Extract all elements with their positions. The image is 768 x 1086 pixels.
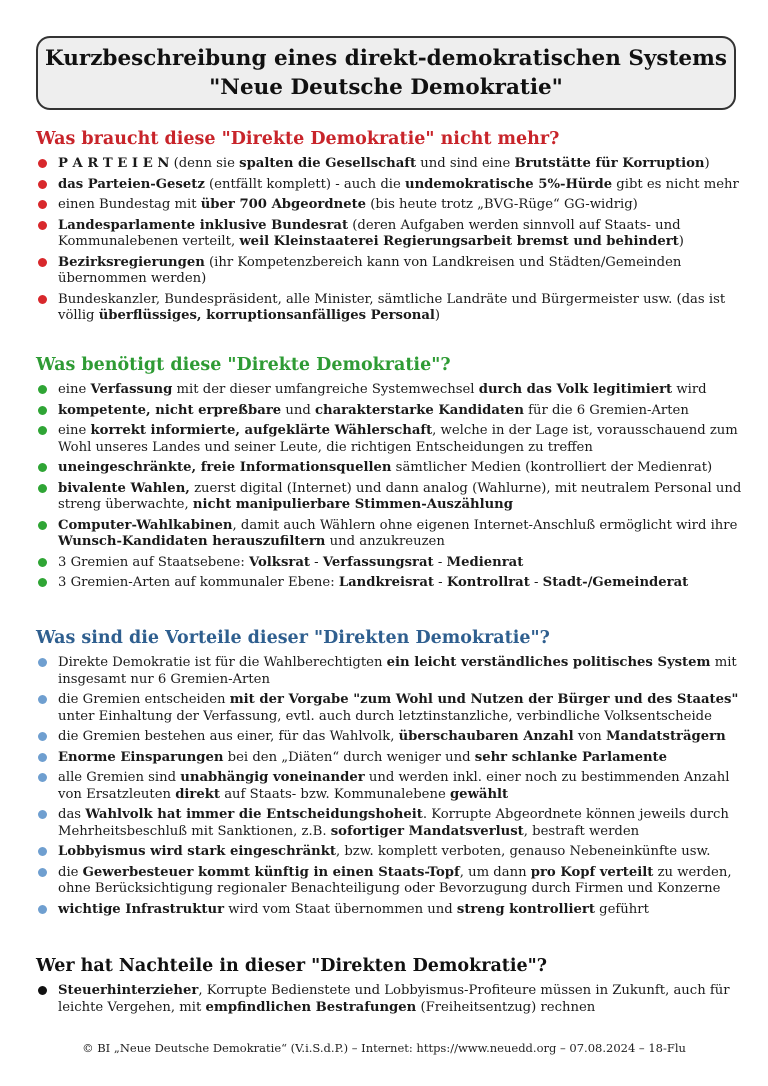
list-item xyxy=(36,807,742,840)
item-emphasis: Lobbyismus wird stark eingeschränkt xyxy=(58,844,336,859)
bullet-dot-icon xyxy=(38,773,47,782)
item-emphasis: Volksrat xyxy=(248,554,310,570)
item-text: (ihr Kompetenzbereich kann von Landkreisen und Städten/Gemeinden übernommen werden) xyxy=(58,254,682,286)
item-emphasis: pro Kopf verteilt xyxy=(530,864,654,880)
list-item xyxy=(36,983,742,1016)
item-emphasis: mit der Vorgabe "zum Wohl und Nutzen der Bürger und des Staates" xyxy=(229,692,739,707)
bullet-dot-icon xyxy=(38,406,47,415)
item-text: die xyxy=(58,864,83,880)
item-text: (Freiheitsentzug) rechnen xyxy=(416,999,596,1015)
item-emphasis: empfindlichen Bestrafungen xyxy=(205,999,417,1015)
item-emphasis: undemokratische 5%-Hürde xyxy=(405,176,613,192)
bullet-dot-icon xyxy=(38,258,47,267)
item-emphasis: bivalente Wahlen, xyxy=(58,480,190,496)
bullet-dot-icon xyxy=(38,578,47,587)
item-emphasis: gewählt xyxy=(449,786,509,802)
bullet-dot-icon xyxy=(38,484,47,493)
list-item xyxy=(36,255,742,288)
bullet-dot-icon xyxy=(38,200,47,209)
list-item xyxy=(36,177,742,194)
bullet-dot-icon xyxy=(38,753,47,762)
item-text: alle Gremien sind xyxy=(58,770,181,785)
item-emphasis: Wahlvolk hat immer die Entscheidungshoheit xyxy=(85,807,423,822)
item-emphasis: sofortiger Mandatsverlust xyxy=(330,823,524,839)
bullet-list xyxy=(36,156,742,325)
item-text: , bestraft werden xyxy=(523,823,640,839)
bullet-dot-icon xyxy=(38,180,47,189)
bullet-dot-icon xyxy=(38,868,47,877)
item-emphasis: Kontrollrat xyxy=(446,575,530,590)
item-text: das xyxy=(58,807,86,822)
bullet-dot-icon xyxy=(38,463,47,472)
item-emphasis: Verfassung xyxy=(90,382,173,397)
item-text: ) xyxy=(704,156,710,171)
section-advantages xyxy=(36,627,742,922)
bullet-dot-icon xyxy=(38,810,47,819)
list-item xyxy=(36,218,742,251)
list-item xyxy=(36,655,742,688)
item-emphasis: über 700 Abgeordnete xyxy=(200,197,367,212)
list-item xyxy=(36,292,742,325)
list-item xyxy=(36,750,742,767)
bullet-dot-icon xyxy=(38,385,47,394)
list-item xyxy=(36,770,742,803)
list-item xyxy=(36,156,742,173)
bullet-dot-icon xyxy=(38,159,47,168)
list-item xyxy=(36,555,742,572)
item-emphasis: spalten die Gesellschaft xyxy=(239,156,417,171)
item-text: , welche in der Lage ist, vorausschauend zum Wohl unseres Landes und seiner Leute, die richtigen Entscheidungen zu treffen xyxy=(58,423,738,455)
item-text: für die 6 Gremien-Arten xyxy=(523,402,689,418)
item-text: , bzw. komplett verboten, genauso Nebeneinkünfte usw. xyxy=(335,844,711,859)
section-heading: Wer hat Nachteile in dieser "Direkten Demokratie"? xyxy=(36,956,548,976)
item-text: einen Bundestag mit xyxy=(58,197,201,212)
section-disadvantages xyxy=(36,955,742,1020)
item-text: die Gremien bestehen aus einer, für das Wahlvolk, xyxy=(58,729,399,744)
item-emphasis: weil Kleinstaaterei Regierungsarbeit bremst und behindert xyxy=(239,234,679,249)
item-emphasis: unabhängig voneinander xyxy=(180,770,365,785)
bullet-dot-icon xyxy=(38,905,47,914)
item-text: ) xyxy=(678,234,684,249)
bullet-dot-icon xyxy=(38,986,47,995)
bullet-dot-icon xyxy=(38,521,47,530)
bullet-list xyxy=(36,382,742,592)
item-text: und werden inkl. einer noch zu bestimmenden Anzahl von Ersatzleuten xyxy=(58,770,730,802)
item-text: 3 Gremien-Arten auf kommunaler Ebene: xyxy=(58,575,339,590)
title-line-1: Kurzbeschreibung eines direkt-demokratischen Systems xyxy=(45,46,727,71)
item-emphasis: direkt xyxy=(175,786,220,802)
item-text: (denn sie xyxy=(169,156,240,171)
item-emphasis: korrekt informierte, aufgeklärte Wählerschaft xyxy=(90,423,433,438)
item-emphasis: Verfassungsrat xyxy=(322,554,434,570)
item-text: auf Staats- bzw. Kommunalebene xyxy=(220,786,450,802)
bullet-dot-icon xyxy=(38,221,47,230)
item-emphasis: Wunsch-Kandidaten herauszufiltern xyxy=(58,534,326,549)
bullet-dot-icon xyxy=(38,695,47,704)
item-text: (bis heute trotz „BVG-Rüge“ GG-widrig) xyxy=(366,197,638,212)
item-text: mit insgesamt nur 6 Gremien-Arten xyxy=(58,655,737,687)
item-text: eine xyxy=(58,382,91,397)
bullet-dot-icon xyxy=(38,847,47,856)
item-emphasis: P A R T E I E N xyxy=(58,156,170,171)
item-emphasis: durch das Volk legitimiert xyxy=(478,382,673,397)
item-emphasis: Medienrat xyxy=(446,554,524,570)
item-text: ) xyxy=(434,308,441,323)
item-text: wird xyxy=(672,382,707,397)
item-text: wird vom Staat übernommen und xyxy=(224,901,457,917)
item-text: Direkte Demokratie ist für die Wahlberechtigten xyxy=(58,655,387,670)
item-text: und anzukreuzen xyxy=(325,534,445,549)
item-text: und sind eine xyxy=(416,156,515,171)
item-text: bei den „Diäten“ durch weniger und xyxy=(223,749,475,765)
list-item xyxy=(36,403,742,420)
item-text: (entfällt komplett) - auch die xyxy=(204,176,405,192)
footer: © BI „Neue Deutsche Demokratie“ (V.i.S.d.P.) – Internet: https://www.neuedd.org – 07.08.2024 – 18-Flu xyxy=(82,1041,686,1055)
list-item xyxy=(36,460,742,477)
bullet-dot-icon xyxy=(38,558,47,567)
item-text: Bundeskanzler, Bundespräsident, alle Minister, sämtliche Landräte und Bürgermeister usw. (das ist völlig xyxy=(58,291,726,323)
bullet-dot-icon xyxy=(38,732,47,741)
item-text: geführt xyxy=(594,901,649,917)
title-box xyxy=(36,36,736,110)
item-text: gibt es nicht mehr xyxy=(612,176,739,192)
item-text: , damit auch Wählern ohne eigenen Internet-Anschluß ermöglicht wird ihre xyxy=(232,517,738,533)
list-item xyxy=(36,575,742,592)
item-emphasis: Landesparlamente inklusive Bundesrat xyxy=(58,217,349,233)
item-emphasis: streng kontrolliert xyxy=(456,901,595,917)
bullet-dot-icon xyxy=(38,426,47,435)
item-text: (deren Aufgaben werden sinnvoll auf Staats- und Kommunalebenen verteilt, xyxy=(58,217,681,249)
item-text: , Korrupte Bedienstete und Lobbyismus-Profiteure müssen in Zukunft, auch für leichte Vergehen, mit xyxy=(58,983,730,1015)
item-emphasis: nicht manipulierbare Stimmen-Auszählung xyxy=(192,497,513,512)
item-text: zuerst digital (Internet) und dann analog (Wahlurne), mit neutralem Personal und streng überwachte, xyxy=(58,480,742,512)
item-emphasis: das Parteien-Gesetz xyxy=(58,176,205,192)
item-emphasis: Steuerhinterzieher xyxy=(58,983,199,998)
item-emphasis: sehr schlanke Parlamente xyxy=(474,749,668,765)
item-emphasis: Enorme Einsparungen xyxy=(58,749,224,765)
item-text: sämtlicher Medien (kontrolliert der Medienrat) xyxy=(391,460,713,475)
item-emphasis: Mandatsträgern xyxy=(605,729,726,744)
list-item xyxy=(36,518,742,551)
section-not-needed xyxy=(36,128,742,329)
section-requirements xyxy=(36,354,742,596)
list-item xyxy=(36,197,742,214)
list-item xyxy=(36,902,742,919)
bullet-list xyxy=(36,655,742,918)
item-emphasis: überschaubaren Anzahl xyxy=(398,729,574,744)
section-heading: Was braucht diese "Direkte Demokratie" nicht mehr? xyxy=(36,129,560,149)
item-text: . Korrupte Abgeordnete können jeweils durch Mehrheitsbeschluß mit Sanktionen, z.B. xyxy=(58,807,729,839)
item-text: von xyxy=(573,729,606,744)
item-emphasis: uneingeschränkte, freie Informationsquellen xyxy=(58,460,392,475)
item-text: unter Einhaltung der Verfassung, evtl. auch durch letztinstanzliche, verbindliche Volksentscheide xyxy=(58,708,712,724)
bullet-dot-icon xyxy=(38,658,47,667)
item-emphasis: ein leicht verständliches politisches System xyxy=(386,655,711,670)
list-item xyxy=(36,692,742,725)
item-emphasis: kompetente, nicht erpreßbare xyxy=(58,402,282,418)
list-item xyxy=(36,844,742,861)
bullet-list xyxy=(36,983,742,1016)
item-text: die Gremien entscheiden xyxy=(58,692,230,707)
item-emphasis: Brutstätte für Korruption xyxy=(514,156,705,171)
item-text: und xyxy=(281,402,315,418)
item-text: - xyxy=(309,554,323,570)
item-emphasis: überflüssiges, korruptionsanfälliges Personal xyxy=(98,308,435,323)
list-item xyxy=(36,729,742,746)
item-emphasis: Computer-Wahlkabinen xyxy=(58,517,233,533)
title-line-2: "Neue Deutsche Demokratie" xyxy=(209,75,563,100)
item-text: - xyxy=(529,575,543,590)
item-text: mit der dieser umfangreiche Systemwechsel xyxy=(172,382,479,397)
item-text: zu werden, ohne Berücksichtigung regionaler Benachteiligung oder Bevorzugung durch Firmen und Konzerne xyxy=(58,864,732,896)
item-text: 3 Gremien auf Staatsebene: xyxy=(58,554,249,570)
section-heading: Was benötigt diese "Direkte Demokratie"? xyxy=(36,355,451,375)
list-item xyxy=(36,865,742,898)
item-text: , um dann xyxy=(459,864,531,880)
section-heading: Was sind die Vorteile dieser "Direkten Demokratie"? xyxy=(36,628,550,648)
bullet-dot-icon xyxy=(38,295,47,304)
list-item xyxy=(36,382,742,399)
list-item xyxy=(36,481,742,514)
item-emphasis: charakterstarke Kandidaten xyxy=(314,402,524,418)
item-text: eine xyxy=(58,423,91,438)
item-text: - xyxy=(433,554,447,570)
item-emphasis: Stadt-/Gemeinderat xyxy=(542,575,689,590)
item-emphasis: Gewerbesteuer kommt künftig in einen Staats-Topf xyxy=(82,864,460,880)
item-emphasis: wichtige Infrastruktur xyxy=(58,901,225,917)
list-item xyxy=(36,423,742,456)
item-emphasis: Bezirksregierungen xyxy=(58,254,205,270)
item-emphasis: Landkreisrat xyxy=(338,575,434,590)
item-text: - xyxy=(433,575,447,590)
